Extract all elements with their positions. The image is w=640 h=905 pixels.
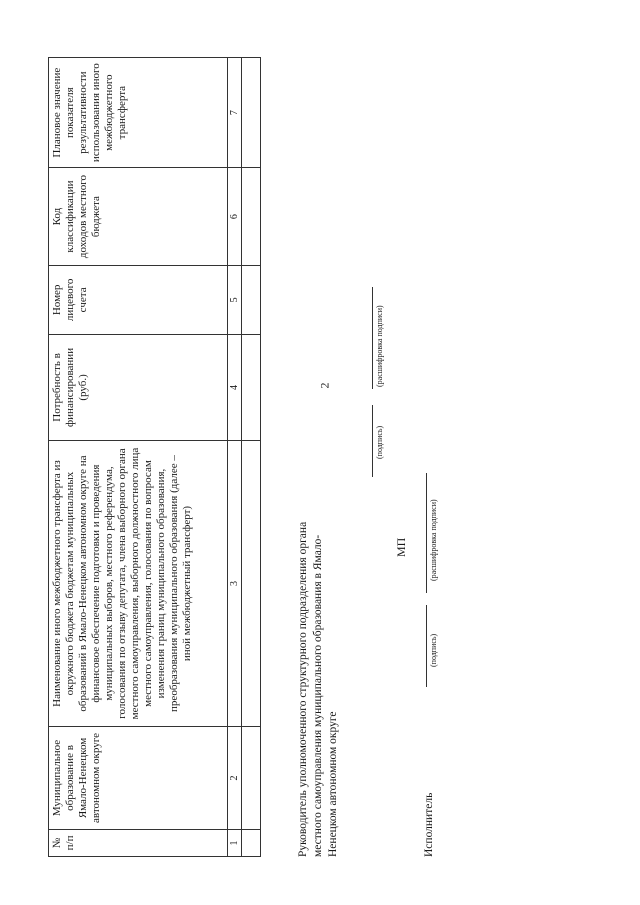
page-number: 2 <box>317 382 332 389</box>
header-funding-need: Потребность в финансировании (руб.) <box>49 334 228 440</box>
table-cell <box>242 334 261 440</box>
header-municipality: Муниципальное образование в Ямало-Ненецком автономном округе <box>49 727 228 830</box>
head-decode-caption: (расшифровка подписи) <box>375 305 384 387</box>
executor-label: Исполнитель <box>423 792 435 857</box>
column-number: 2 <box>228 727 242 830</box>
head-official-title: Руководитель уполномоченного структурного подразделения органа местного самоуправления муниципального образования в Ямало-Ненецком автономном округе <box>297 521 339 857</box>
table-cell <box>242 58 261 168</box>
executor-decode-caption: (расшифровка подписи) <box>429 499 438 581</box>
table-cell <box>242 829 261 856</box>
header-account-number: Номер лицевого счета <box>49 265 228 334</box>
column-number: 5 <box>228 265 242 334</box>
stamp-placeholder: МП <box>394 537 408 557</box>
header-number: № п/п <box>49 829 228 856</box>
table-row <box>242 58 261 857</box>
head-signature-caption: (подпись) <box>375 425 384 459</box>
column-number: 3 <box>228 440 242 726</box>
header-transfer-name: Наименование иного межбюджетного трансферта из окружного бюджета бюджетам муниципальных образований в Ямало-Ненецком автономном округе на финансовое обеспечение подготовки и проведения муниципальных выборов, местного референдума, голосования по отзыву депутата, члена выборного органа местного самоуправления, выборного должностного лица местного самоуправления, голосования по вопросам изменения границ муниципального образования, преобразования муниципального образования (далее – иной межбюджетный трансферт) <box>49 440 228 726</box>
transfer-table <box>48 57 261 857</box>
table-cell <box>242 440 261 726</box>
table-header-row <box>49 58 228 857</box>
head-decode-line <box>372 287 373 389</box>
header-planned-value: Плановое значение показателя результативности использования иного межбюджетного трансферта <box>49 58 228 168</box>
column-number: 4 <box>228 334 242 440</box>
executor-signature-caption: (подпись) <box>429 633 438 667</box>
head-signature-line <box>372 405 373 477</box>
executor-signature-line <box>426 605 427 687</box>
table-cell <box>242 265 261 334</box>
executor-decode-line <box>426 473 427 593</box>
column-number-row <box>228 58 242 857</box>
column-number: 1 <box>228 829 242 856</box>
column-number: 6 <box>228 168 242 266</box>
header-income-code: Код классификации доходов местного бюджета <box>49 168 228 266</box>
table-cell <box>242 168 261 266</box>
rotated-form-sheet <box>48 57 618 857</box>
table-cell <box>242 727 261 830</box>
column-number: 7 <box>228 58 242 168</box>
